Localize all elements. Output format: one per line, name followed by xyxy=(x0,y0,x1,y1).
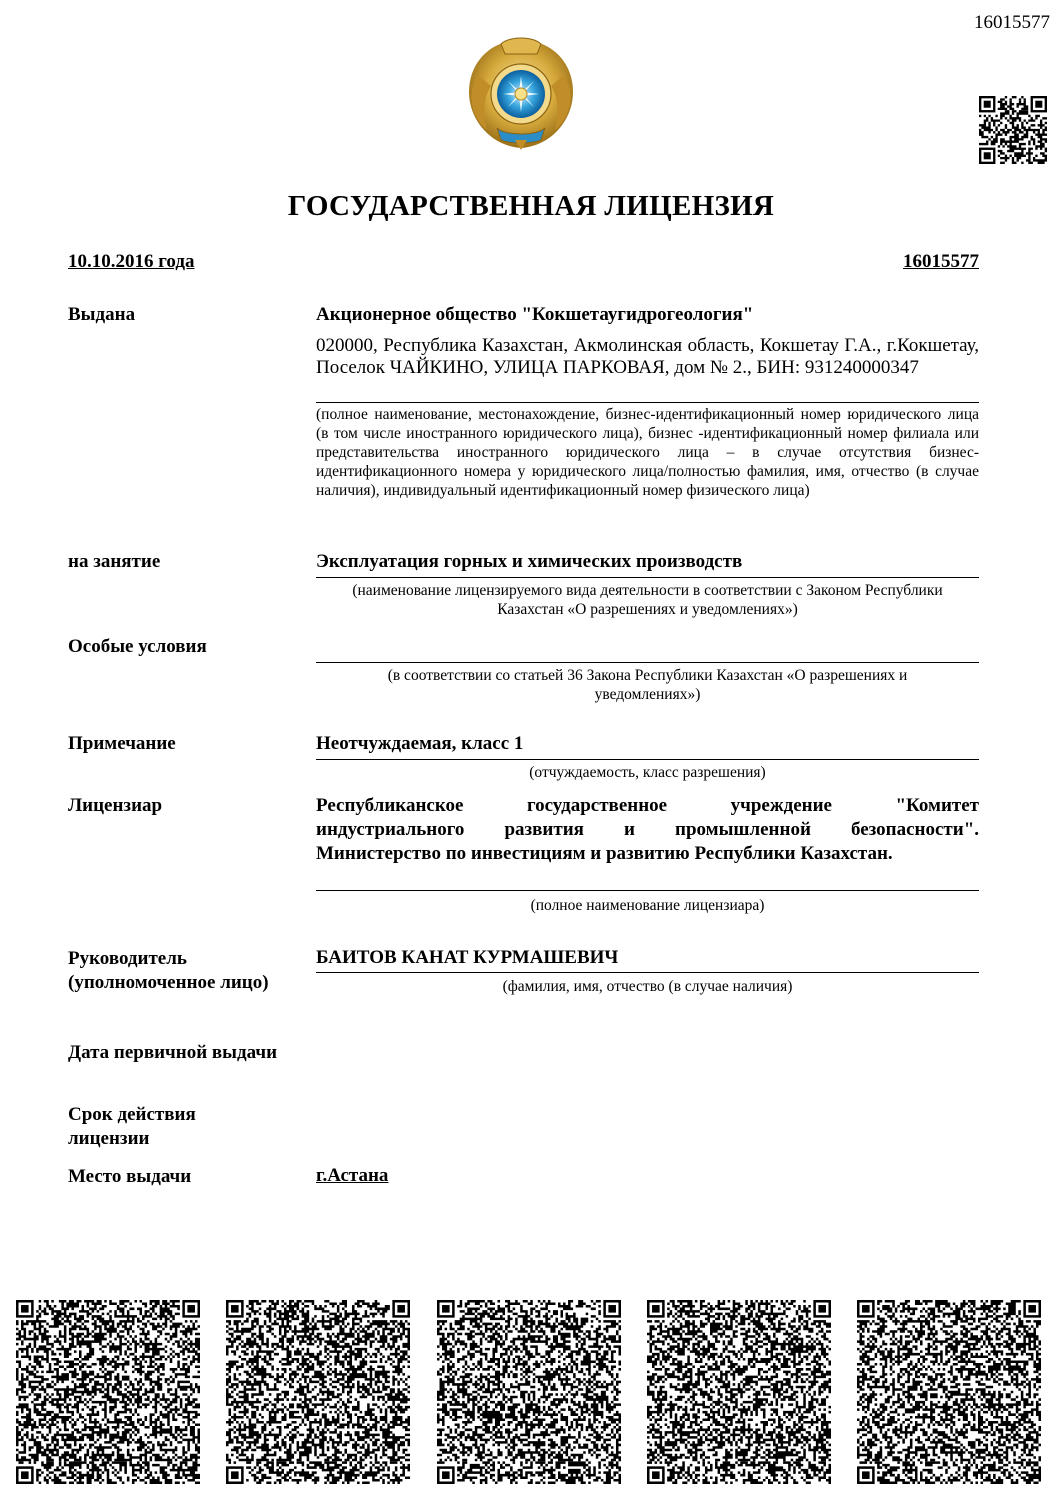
activity-value: Эксплуатация горных и химических производств xyxy=(316,551,743,572)
qr-code-1-icon xyxy=(16,1300,202,1484)
head-label-line1: Руководитель xyxy=(68,948,187,969)
special-conditions-hint: (в соответствии со статьей 36 Закона Республики Казахстан «О разрешениях и уведомлениях») xyxy=(387,667,908,703)
validity-label-line2: лицензии xyxy=(68,1128,150,1149)
qr-code-3-icon xyxy=(437,1300,623,1484)
issued-to-address: 020000, Республика Казахстан, Акмолинская область, Кокшетау Г.А., г.Кокшетау, Поселок ЧАЙКИНО, УЛИЦА ПАРКОВАЯ, дом № 2., БИН: 931240000347 xyxy=(316,335,979,378)
license-number: 16015577 xyxy=(903,251,979,272)
qr-code-2-icon xyxy=(226,1300,412,1484)
place-of-issue-value: г.Астана xyxy=(316,1165,389,1186)
note-label: Примечание xyxy=(68,733,176,754)
issued-to-label: Выдана xyxy=(68,304,136,325)
head-label-line2: (уполномоченное лицо) xyxy=(68,972,269,993)
licensor-hint: (полное наименование лицензиара) xyxy=(530,897,765,914)
head-value: БАИТОВ КАНАТ КУРМАШЕВИЧ xyxy=(316,947,619,968)
place-of-issue-label: Место выдачи xyxy=(68,1166,192,1187)
validity-label-line1: Срок действия xyxy=(68,1104,196,1125)
note-value: Неотчуждаемая, класс 1 xyxy=(316,733,524,754)
qr-code-4-icon xyxy=(647,1300,833,1484)
licensor-value-line3: Министерство по инвестициям и развитию Республики Казахстан. xyxy=(316,843,893,864)
licensor-underline xyxy=(316,890,979,891)
issued-to-name: Акционерное общество "Кокшетаугидрогеология" xyxy=(316,304,754,325)
special-conditions-label: Особые условия xyxy=(68,636,207,657)
qr-code-5-icon xyxy=(857,1300,1043,1484)
licensor-label: Лицензиар xyxy=(68,795,163,816)
first-issue-date-label: Дата первичной выдачи xyxy=(68,1042,278,1063)
note-hint: (отчуждаемость, класс разрешения) xyxy=(529,764,766,781)
note-underline xyxy=(316,759,979,760)
issue-date: 10.10.2016 года xyxy=(68,251,195,272)
head-underline xyxy=(316,972,979,973)
special-conditions-underline xyxy=(316,662,979,663)
qr-code-top-icon xyxy=(979,96,1049,164)
state-emblem-icon xyxy=(461,36,581,154)
activity-label: на занятие xyxy=(68,551,161,572)
issued-to-hint: (полное наименование, местонахождение, бизнес-идентификационный номер юридического лица (в том числе иностранного юридического лица), бизнес -идентификационный номер филиала или представительства иностранного юридического лица – в случае отсутствия бизнес-идентификационного номера у юридического лица/полностью фамилия, имя, отчество (в случае наличия), индивидуальный идентификационный номер физического лица) xyxy=(316,406,979,499)
issued-to-underline xyxy=(316,402,979,403)
head-hint: (фамилия, имя, отчество (в случае наличия) xyxy=(502,978,793,995)
licensor-value-line2: индустриального развития и промышленной безопасности". xyxy=(316,819,979,840)
activity-underline xyxy=(316,577,979,578)
document-title: ГОСУДАРСТВЕННАЯ ЛИЦЕНЗИЯ xyxy=(287,190,775,222)
document-number-top: 16015577 xyxy=(974,12,1050,33)
activity-hint: (наименование лицензируемого вида деятельности в соответствии с Законом Республики Казахстан «О разрешениях и уведомлениях») xyxy=(352,582,943,618)
licensor-value-line1: Республиканское государственное учреждение "Комитет xyxy=(316,795,979,816)
